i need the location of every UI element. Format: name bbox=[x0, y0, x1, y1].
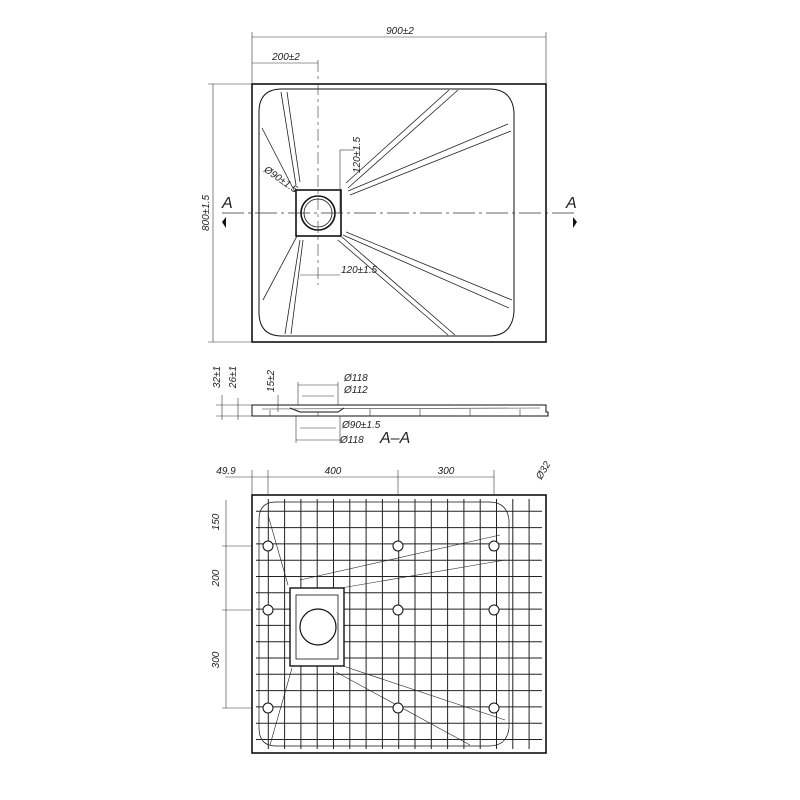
foot-3 bbox=[489, 541, 499, 551]
foot-2 bbox=[393, 541, 403, 551]
section-dia-112: Ø112 bbox=[344, 385, 368, 396]
section-dim-15: 15±2 bbox=[266, 369, 277, 393]
bottom-dia-32: Ø32 bbox=[534, 459, 554, 482]
section-title: A–A bbox=[380, 430, 411, 447]
section-arrow-right bbox=[573, 217, 577, 228]
section-dim-32: 32±1 bbox=[212, 365, 223, 389]
width-dimension: 900±2 bbox=[386, 26, 414, 37]
foot-6 bbox=[489, 605, 499, 615]
slope-lines bbox=[262, 90, 512, 335]
foot-7 bbox=[263, 703, 273, 713]
section-view bbox=[212, 366, 548, 447]
foot-5 bbox=[393, 605, 403, 615]
section-dia-90: Ø90±1.5 bbox=[342, 420, 381, 431]
bottom-dim-200: 200 bbox=[211, 569, 222, 587]
drain-diameter-dimension: Ø90±1.5 bbox=[261, 164, 300, 196]
vertical-slope-dimension: 120±1.5 bbox=[352, 136, 363, 174]
section-letter-right: A bbox=[566, 195, 577, 212]
bottom-dim-150: 150 bbox=[211, 513, 222, 531]
section-dia-118-top: Ø118 bbox=[344, 373, 368, 384]
top-view bbox=[201, 26, 578, 342]
bottom-dim-300: 300 bbox=[437, 466, 455, 477]
section-letter-left: A bbox=[222, 195, 233, 212]
bottom-dim-49: 49.9 bbox=[216, 466, 236, 477]
foot-9 bbox=[489, 703, 499, 713]
section-dim-26: 26±1 bbox=[228, 365, 239, 389]
horizontal-slope-dimension: 120±1.5 bbox=[340, 265, 378, 276]
height-dimension: 800±1.5 bbox=[201, 194, 212, 232]
bottom-dim-400: 400 bbox=[324, 466, 342, 477]
bottom-drain-circle bbox=[300, 609, 336, 645]
foot-8 bbox=[393, 703, 403, 713]
bottom-dim-300-vertical: 300 bbox=[211, 651, 222, 669]
section-dia-118-bottom: Ø118 bbox=[340, 435, 364, 446]
bottom-view bbox=[211, 459, 554, 753]
section-arrow-left bbox=[222, 217, 226, 228]
tray-inner-rim bbox=[259, 89, 514, 336]
foot-1 bbox=[263, 541, 273, 551]
offset-dimension: 200±2 bbox=[272, 52, 300, 63]
foot-4 bbox=[263, 605, 273, 615]
